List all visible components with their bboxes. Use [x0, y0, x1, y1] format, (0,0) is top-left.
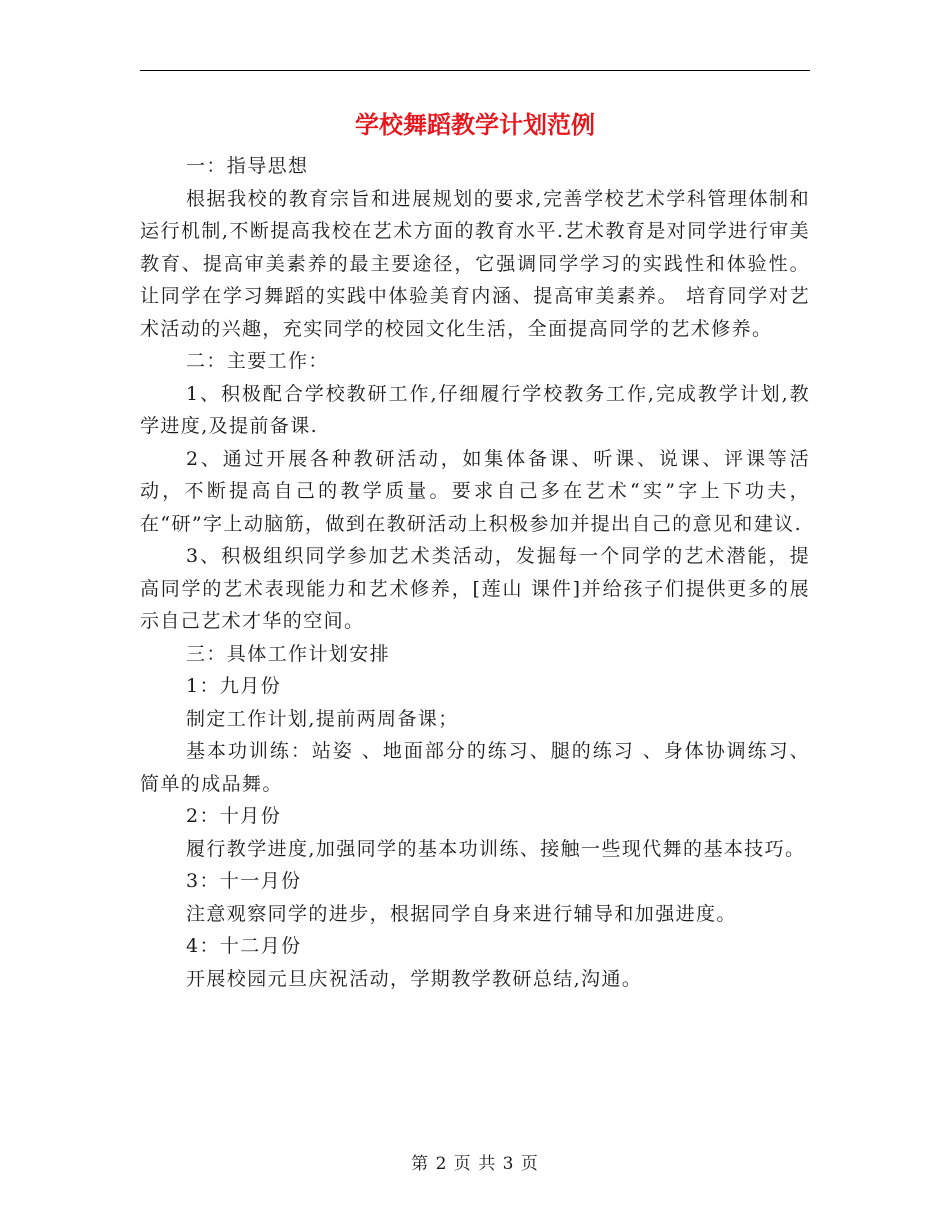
paragraph: 2、通过开展各种教研活动，如集体备课、听课、说课、评课等活动，不断提高自己的教学质量。要求自己多在艺术“实”字上下功夫，在“研”字上动脑筋，做到在教研活动上积极参加并提出自己的意见和建议.: [140, 447, 810, 535]
paragraph: 根据我校的教育宗旨和进展规划的要求,完善学校艺术学科管理体制和运行机制,不断提高我校在艺术方面的教育水平.艺术教育是对同学进行审美教育、提高审美素养的最主要途径，它强调同学学习的实践性和体验性。让同学在学习舞蹈的实践中体验美育内涵、提高审美素养。 培育同学对艺术活动的兴趣，充实同学的校园文化生活，全面提高同学的艺术修养。: [140, 187, 810, 340]
paragraph: 4：十二月份: [186, 935, 302, 957]
paragraph: 注意观察同学的进步，根据同学自身来进行辅导和加强进度。: [186, 902, 737, 925]
paragraph: 3：十一月份: [186, 870, 302, 892]
page-number-footer: 第 2 页 共 3 页: [411, 1154, 539, 1174]
paragraph: 三：具体工作计划安排: [186, 642, 391, 665]
paragraph: 二：主要工作：: [186, 350, 329, 372]
paragraph: 开展校园元旦庆祝活动，学期教学教研总结,沟通。: [186, 967, 643, 990]
header-rule: [140, 70, 810, 71]
paragraph: 3、积极组织同学参加艺术类活动，发掘每一个同学的艺术潜能，提高同学的艺术表现能力和艺术修养，[莲山 课件]并给孩子们提供更多的展示自己艺术才华的空间。: [140, 545, 810, 632]
paragraph: 1：九月份: [186, 675, 282, 697]
paragraph: 2：十月份: [186, 805, 282, 827]
document-title: 学校舞蹈教学计划范例: [355, 110, 595, 139]
paragraph: 一：指导思想: [186, 155, 309, 177]
paragraph: 基本功训练：站姿 、地面部分的练习、腿的练习 、身体协调练习、简单的成品舞。: [140, 740, 810, 795]
paragraph: 履行教学进度,加强同学的基本功训练、接触一些现代舞的基本技巧。: [186, 837, 806, 860]
paragraph: 1、积极配合学校教研工作,仔细履行学校教务工作,完成教学计划,教学进度,及提前备课.: [140, 382, 810, 437]
document-body: [140, 150, 810, 995]
paragraph: 制定工作计划,提前两周备课；: [186, 707, 459, 730]
